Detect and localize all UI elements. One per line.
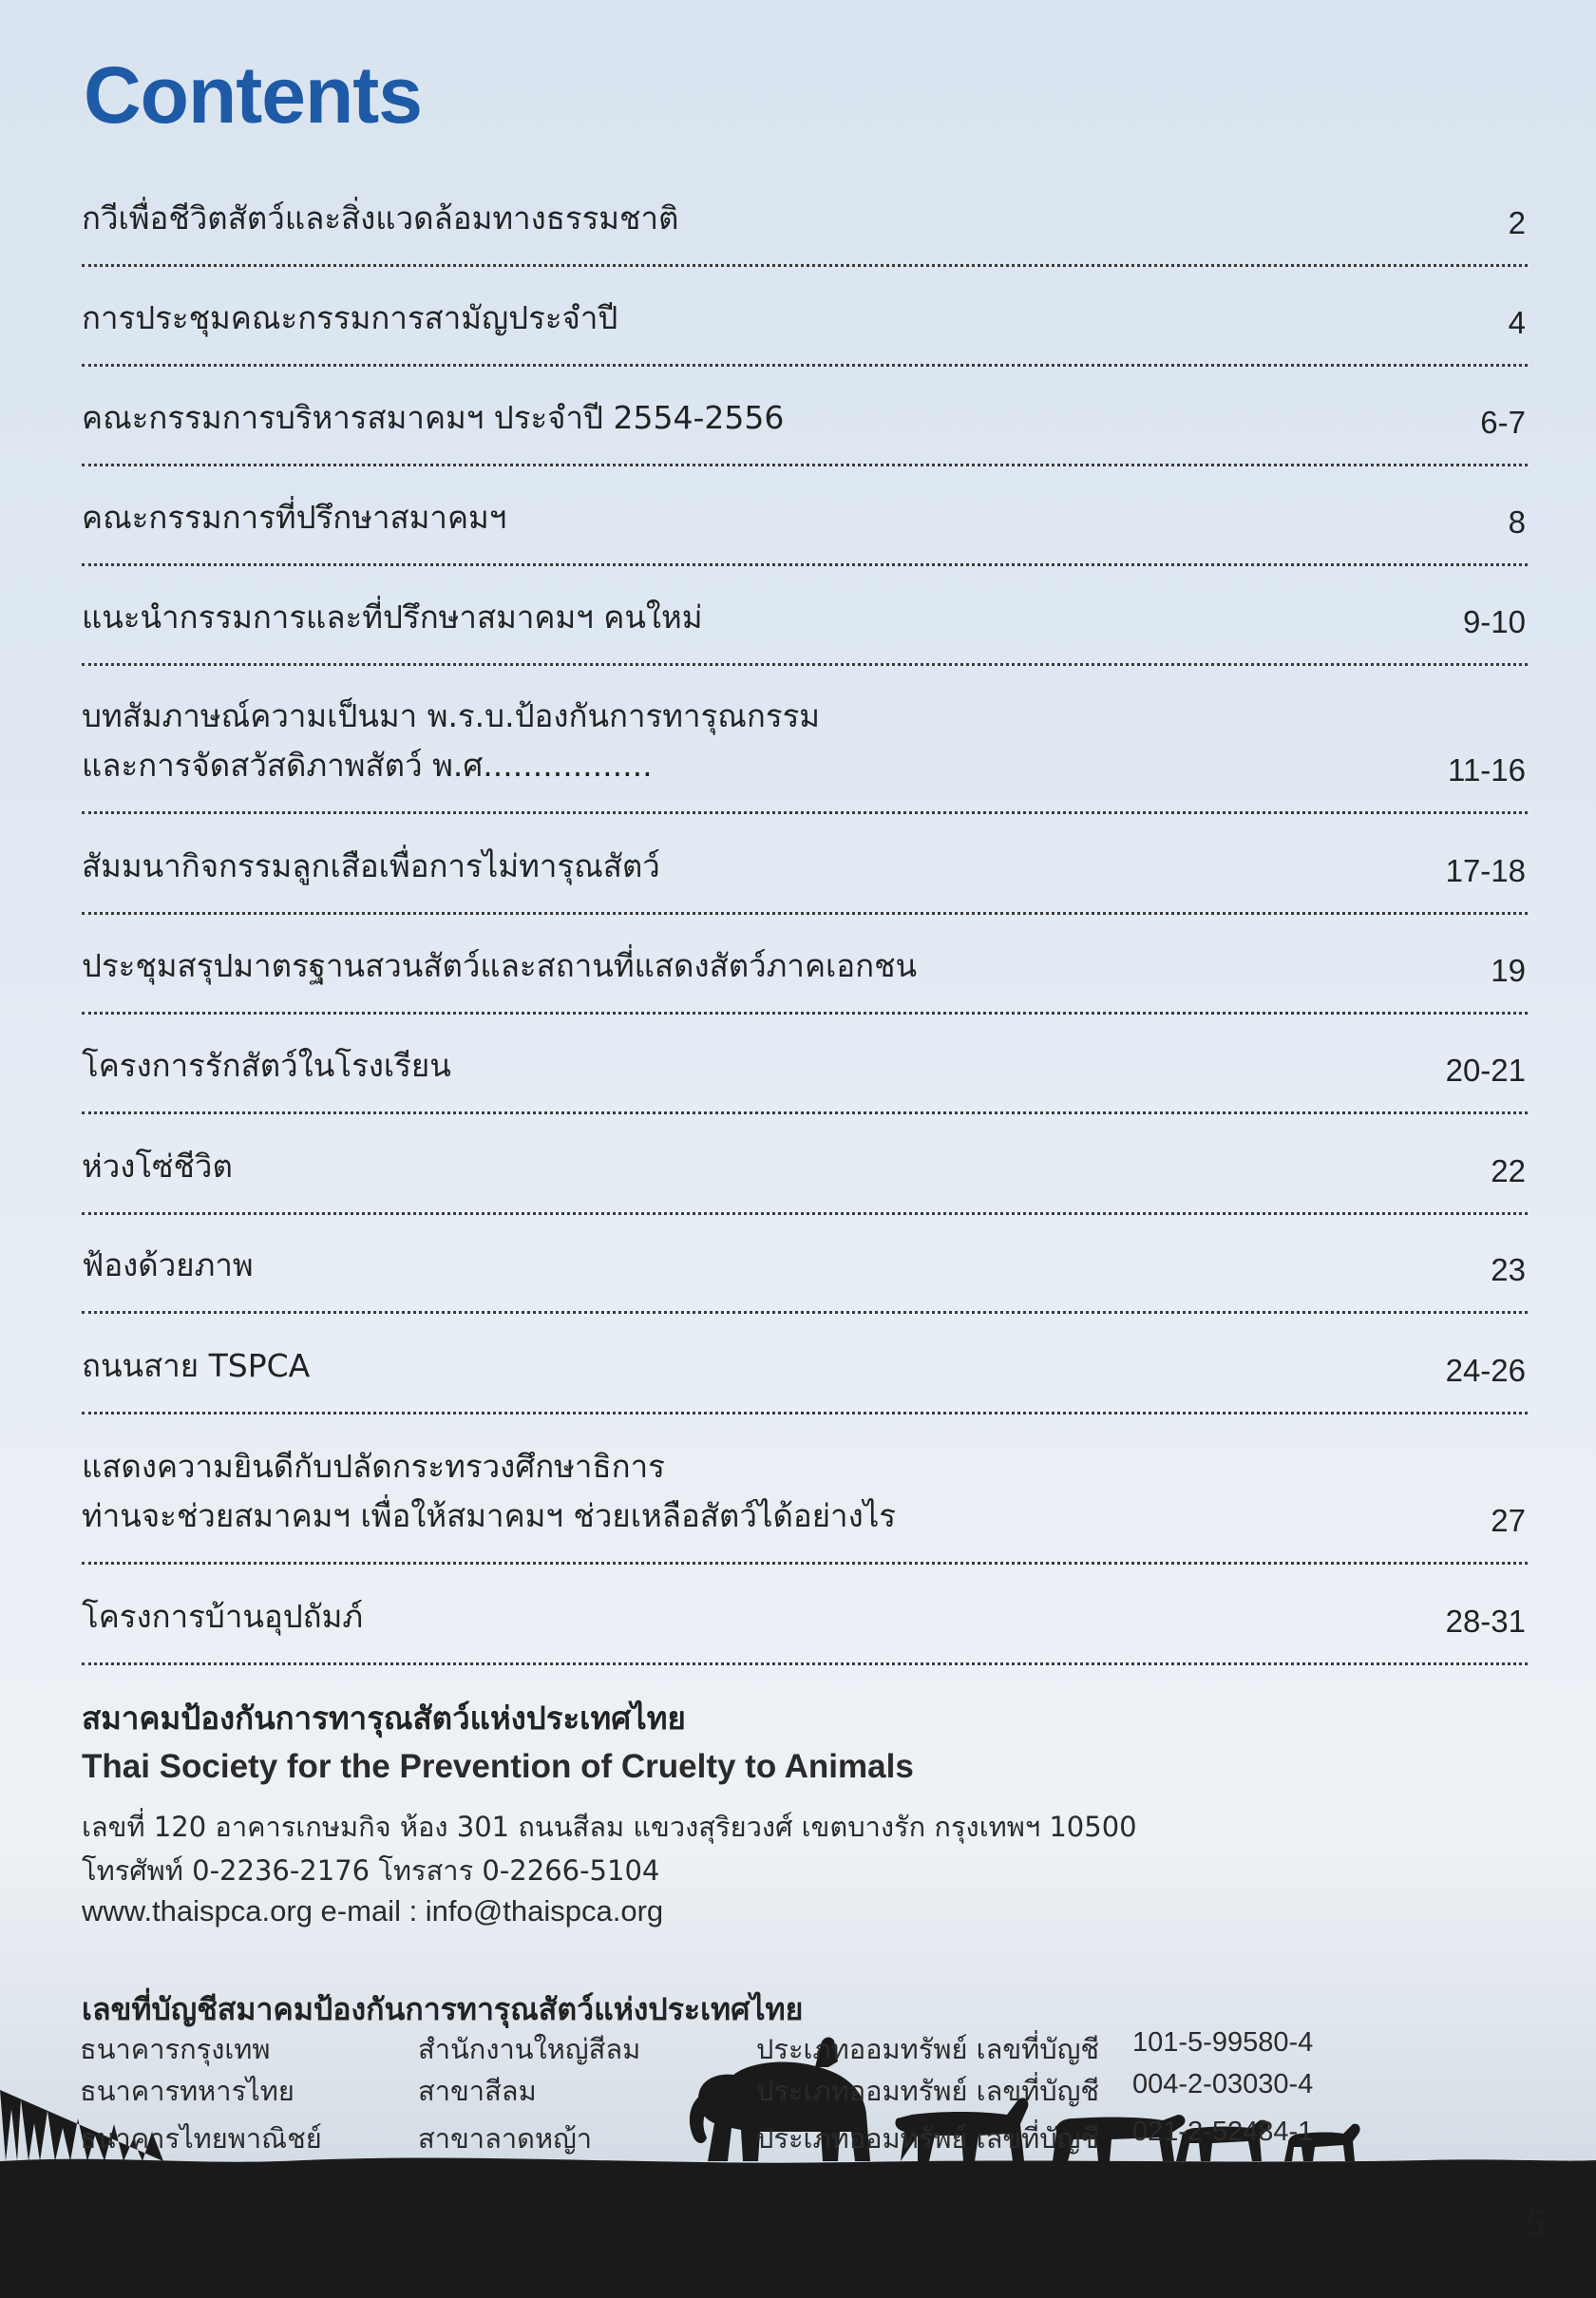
toc-item bbox=[82, 1212, 1528, 1314]
toc-item-page: 8 bbox=[1508, 504, 1526, 540]
bank-name: ธนาคารทหารไทย bbox=[80, 2075, 294, 2107]
contents-title: Contents bbox=[84, 50, 422, 140]
toc-item-title bbox=[82, 1442, 1317, 1541]
bank-branch: สาขาสีลม bbox=[418, 2075, 537, 2107]
toc-item-page: 2 bbox=[1508, 205, 1526, 240]
toc-item bbox=[82, 161, 1528, 267]
toc-item-title bbox=[82, 692, 1317, 790]
bank-branch: สาขาลาดหญ้า bbox=[418, 2122, 593, 2155]
toc-item bbox=[82, 563, 1528, 666]
bank-branch: สำนักงานใหญ่สีลม bbox=[418, 2033, 641, 2065]
toc-item-title-line1: แสดงความยินดีกับปลัดกระทรวงศึกษาธิการ bbox=[82, 1448, 665, 1485]
org-phone: โทรศัพท์ 0-2236-2176 โทรสาร 0-2266-5104 bbox=[82, 1854, 660, 1887]
toc-item-page: 17-18 bbox=[1445, 853, 1526, 888]
toc-item-page: 24-26 bbox=[1445, 1353, 1526, 1388]
toc-item-page: 19 bbox=[1491, 953, 1526, 988]
toc-item-page: 11-16 bbox=[1448, 752, 1526, 788]
toc-item-title: การประชุมคณะกรรมการสามัญประจำปี bbox=[82, 299, 618, 336]
account-number: 101-5-99580-4 bbox=[1132, 2027, 1314, 2058]
toc-item bbox=[82, 1412, 1528, 1565]
bank-accounts-heading: เลขที่บัญชีสมาคมป้องกันการทารุณสัตว์แห่งประเทศไทย bbox=[82, 1991, 804, 2027]
toc-item-title: ประชุมสรุปมาตรฐานสวนสัตว์และสถานที่แสดงสัตว์ภาคเอกชน bbox=[82, 947, 918, 984]
toc-item-title: สัมมนากิจกรรมลูกเสือเพื่อการไม่ทารุณสัตว์ bbox=[82, 847, 660, 884]
toc-item-title-line2: และการจัดสวัสดิภาพสัตว์ พ.ศ................. bbox=[82, 747, 653, 784]
toc-item bbox=[82, 1562, 1528, 1665]
account-type: ประเภทออมทรัพย์ เลขที่บัญชี bbox=[756, 2033, 1100, 2065]
toc-item-title: โครงการบ้านอุปถัมภ์ bbox=[82, 1598, 364, 1635]
bank-name: ธนาคารกรุงเทพ bbox=[80, 2033, 271, 2065]
account-number: 004-2-03030-4 bbox=[1132, 2069, 1314, 2099]
toc-item-page: 20-21 bbox=[1445, 1053, 1526, 1088]
toc-item-title: กวีเพื่อชีวิตสัตว์และสิ่งแวดล้อมทางธรรมชาติ bbox=[82, 199, 679, 237]
toc-item bbox=[82, 1012, 1528, 1114]
toc-item-title: ถนนสาย TSPCA bbox=[82, 1347, 311, 1384]
page-number: 5 bbox=[1524, 2200, 1547, 2245]
toc-item bbox=[82, 1111, 1528, 1215]
toc-item bbox=[82, 364, 1528, 466]
toc-item-title: แนะนำกรรมการและที่ปรึกษาสมาคมฯ คนใหม่ bbox=[82, 598, 703, 636]
toc-item-page: 23 bbox=[1491, 1252, 1526, 1287]
toc-item bbox=[82, 811, 1528, 915]
toc-item-title-line2: ท่านจะช่วยสมาคมฯ เพื่อให้สมาคมฯ ช่วยเหลือสัตว์ได้อย่างไร bbox=[82, 1497, 897, 1534]
toc-item-page: 22 bbox=[1491, 1153, 1526, 1188]
org-address: เลขที่ 120 อาคารเกษมกิจ ห้อง 301 ถนนสีลม แขวงสุริยวงศ์ เขตบางรัก กรุงเทพฯ 10500 bbox=[82, 1811, 1137, 1843]
toc-item-title-line1: บทสัมภาษณ์ความเป็นมา พ.ร.บ.ป้องกันการทารุณกรรม bbox=[82, 697, 821, 734]
toc-item-page: 4 bbox=[1508, 305, 1526, 340]
toc-item bbox=[82, 464, 1528, 566]
toc-item-title: ห่วงโซ่ชีวิต bbox=[82, 1148, 233, 1185]
account-number: 021-2-52484-1 bbox=[1132, 2117, 1314, 2147]
org-name-english: Thai Society for the Prevention of Cruelty to Animals bbox=[82, 1748, 914, 1785]
toc-item-title: ฟ้องด้วยภาพ bbox=[82, 1246, 254, 1283]
toc-item-page: 28-31 bbox=[1445, 1604, 1526, 1639]
toc-item-title: คณะกรรมการบริหารสมาคมฯ ประจำปี 2554-2556 bbox=[82, 399, 785, 436]
toc-item-page: 6-7 bbox=[1480, 405, 1526, 440]
toc-item bbox=[82, 264, 1528, 367]
toc-item-title: คณะกรรมการที่ปรึกษาสมาคมฯ bbox=[82, 499, 507, 536]
bank-name: ธนาคารไทยพาณิชย์ bbox=[80, 2122, 322, 2155]
toc-item bbox=[82, 663, 1528, 814]
org-web-email: www.thaispca.org e-mail : info@thaispca.org bbox=[82, 1894, 664, 1928]
toc-item-page: 27 bbox=[1491, 1503, 1526, 1538]
toc-item-page: 9-10 bbox=[1462, 604, 1526, 639]
account-type: ประเภทออมทรัพย์ เลขที่บัญชี bbox=[756, 2075, 1100, 2107]
account-type: ประเภทออมทรัพย์ เลขที่บัญชี bbox=[756, 2122, 1100, 2155]
org-name-thai: สมาคมป้องกันการทารุณสัตว์แห่งประเทศไทย bbox=[82, 1700, 686, 1737]
toc-item bbox=[82, 1311, 1528, 1415]
toc-item-title: โครงการรักสัตว์ในโรงเรียน bbox=[82, 1047, 451, 1084]
toc-item bbox=[82, 912, 1528, 1015]
